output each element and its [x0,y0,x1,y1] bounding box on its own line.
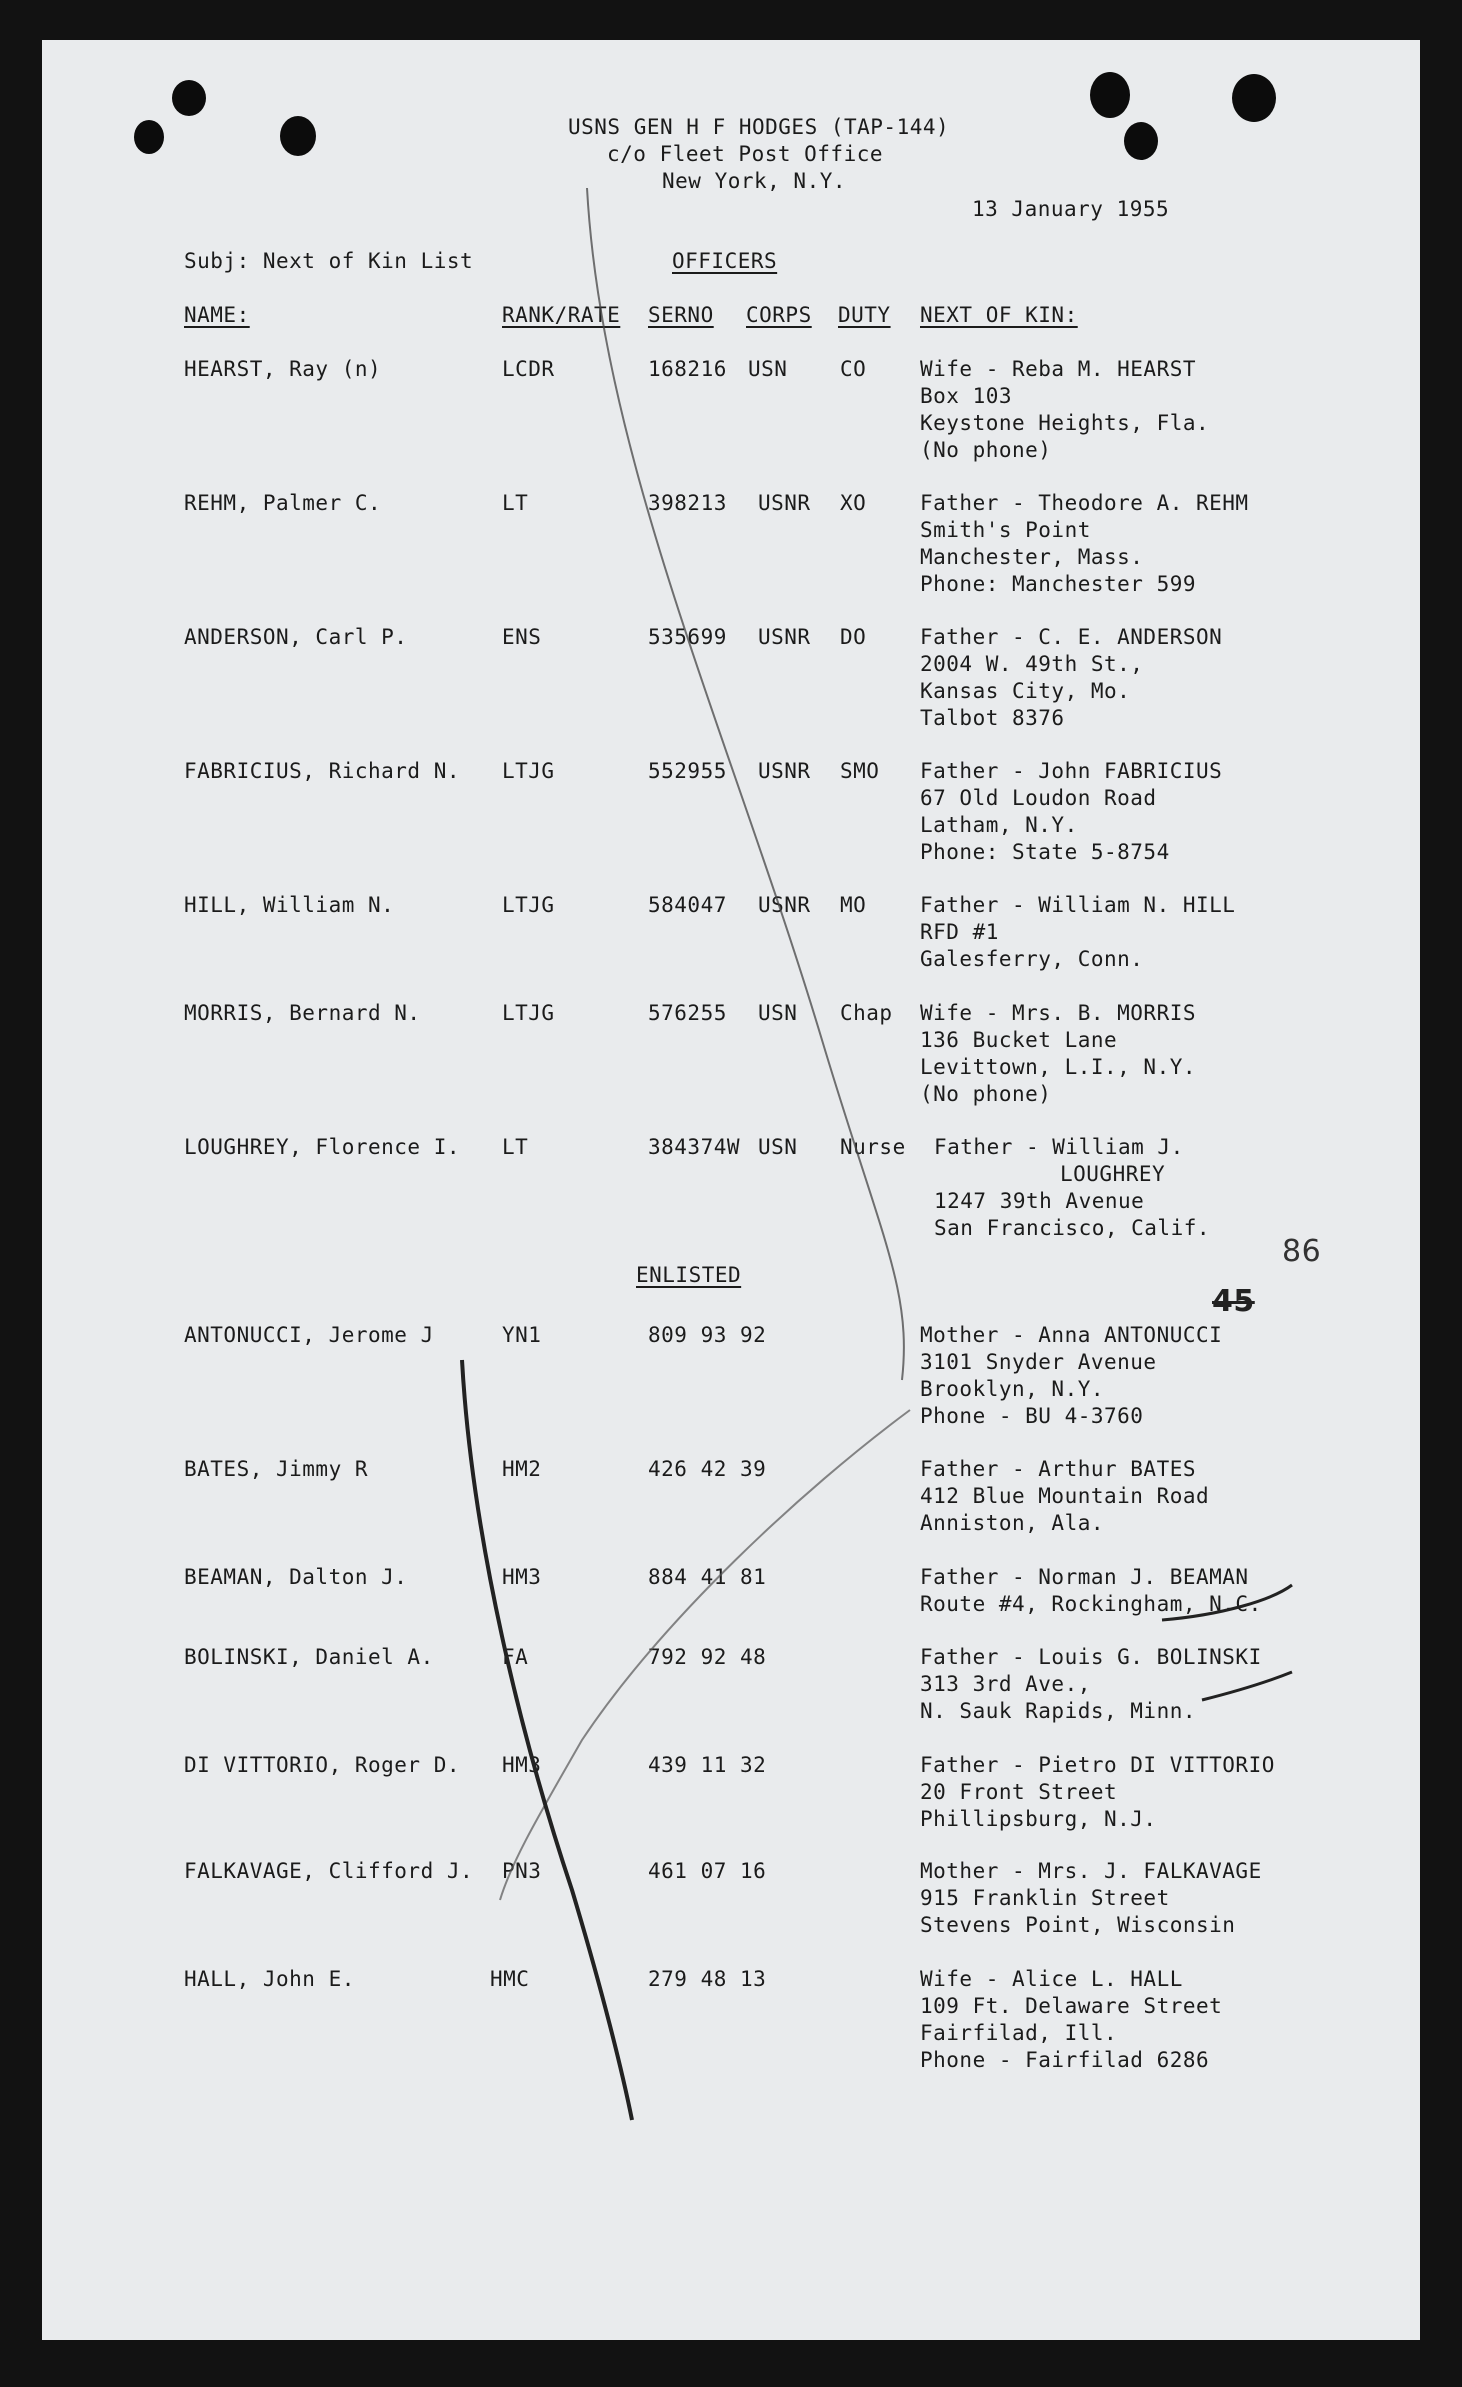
document-date: 13 January 1955 [972,197,1170,221]
kin-line: 136 Bucket Lane [920,1028,1118,1052]
kin-line: Latham, N.Y. [920,813,1078,837]
officer-serno: 535699 [648,625,727,649]
punch-hole [134,120,164,154]
kin-line: Talbot 8376 [920,706,1065,730]
kin-line: Phone - BU 4-3760 [920,1404,1144,1428]
officer-name: FABRICIUS, Richard N. [184,759,461,783]
kin-line: Phone: State 5-8754 [920,840,1170,864]
kin-line: Father - Pietro DI VITTORIO [920,1753,1275,1777]
ship-name: USNS GEN H F HODGES (TAP-144) [568,115,950,139]
officer-corps: USN [748,357,788,381]
kin-line: Father - Louis G. BOLINSKI [920,1645,1262,1669]
officer-duty: Nurse [840,1135,906,1159]
kin-line: Father - William J. [934,1135,1184,1159]
pen-stroke-dark [462,1360,632,2120]
kin-line: San Francisco, Calif. [934,1216,1211,1240]
pen-flourish [1202,1672,1292,1700]
kin-line: Wife - Alice L. HALL [920,1967,1183,1991]
kin-line: Mother - Anna ANTONUCCI [920,1323,1223,1347]
enlisted-serno: 884 41 81 [648,1565,767,1589]
enlisted-name: BEAMAN, Dalton J. [184,1565,408,1589]
officer-name: LOUGHREY, Florence I. [184,1135,461,1159]
kin-line: LOUGHREY [1060,1162,1166,1186]
kin-line: 109 Ft. Delaware Street [920,1994,1223,2018]
column-header-serno: SERNO [648,303,714,327]
officer-serno: 384374W [648,1135,741,1159]
enlisted-serno: 426 42 39 [648,1457,767,1481]
kin-line: Levittown, L.I., N.Y. [920,1055,1197,1079]
officer-corps: USNR [758,625,811,649]
kin-line: Route #4, Rockingham, N.C. [920,1592,1262,1616]
kin-line: Father - William N. HILL [920,893,1236,917]
kin-line: Brooklyn, N.Y. [920,1377,1105,1401]
kin-line: Father - John FABRICIUS [920,759,1223,783]
officer-corps: USNR [758,759,811,783]
kin-line: Father - Arthur BATES [920,1457,1197,1481]
enlisted-rate: HM3 [502,1753,542,1777]
document-page [42,40,1420,2340]
city: New York, N.Y. [662,169,847,193]
punch-hole [1232,74,1276,122]
officer-corps: USN [758,1001,798,1025]
enlisted-name: HALL, John E. [184,1967,355,1991]
kin-line: Mother - Mrs. J. FALKAVAGE [920,1859,1262,1883]
officer-serno: 576255 [648,1001,727,1025]
officer-rank: LCDR [502,357,555,381]
enlisted-serno: 809 93 92 [648,1323,767,1347]
kin-line: Father - Theodore A. REHM [920,491,1249,515]
enlisted-rate: HM2 [502,1457,542,1481]
punch-hole [172,80,206,116]
column-header-name: NAME: [184,303,250,327]
officer-rank: LT [502,1135,529,1159]
kin-line: 313 3rd Ave., [920,1672,1091,1696]
enlisted-heading: ENLISTED [636,1263,742,1287]
kin-line: Keystone Heights, Fla. [920,411,1210,435]
officer-serno: 584047 [648,893,727,917]
enlisted-name: BATES, Jimmy R [184,1457,369,1481]
officer-rank: LTJG [502,1001,555,1025]
punch-hole [280,116,316,156]
kin-line: 3101 Snyder Avenue [920,1350,1157,1374]
officer-name: HEARST, Ray (n) [184,357,382,381]
kin-line: (No phone) [920,1082,1052,1106]
kin-line: RFD #1 [920,920,999,944]
officer-corps: USNR [758,893,811,917]
kin-line: Anniston, Ala. [920,1511,1105,1535]
enlisted-rate: HMC [490,1967,530,1991]
column-header-rank: RANK/RATE [502,303,621,327]
kin-line: 2004 W. 49th St., [920,652,1144,676]
enlisted-serno: 792 92 48 [648,1645,767,1669]
subject-line: Subj: Next of Kin List [184,249,474,273]
kin-line: Phone: Manchester 599 [920,572,1197,596]
officer-serno: 552955 [648,759,727,783]
officer-rank: LT [502,491,529,515]
enlisted-serno: 279 48 13 [648,1967,767,1991]
punch-hole [1090,72,1130,118]
count-mark: 45 [1212,1284,1255,1319]
officer-duty: XO [840,491,867,515]
officer-duty: MO [840,893,867,917]
officer-duty: SMO [840,759,880,783]
enlisted-serno: 439 11 32 [648,1753,767,1777]
kin-line: 1247 39th Avenue [934,1189,1145,1213]
kin-line: Manchester, Mass. [920,545,1144,569]
enlisted-name: ANTONUCCI, Jerome J [184,1323,434,1347]
kin-line: Box 103 [920,384,1013,408]
officer-serno: 168216 [648,357,727,381]
officer-serno: 398213 [648,491,727,515]
kin-line: Fairfilad, Ill. [920,2021,1118,2045]
enlisted-rate: PN3 [502,1859,542,1883]
kin-line: Wife - Reba M. HEARST [920,357,1197,381]
officer-rank: LTJG [502,759,555,783]
kin-line: Father - C. E. ANDERSON [920,625,1223,649]
officer-name: REHM, Palmer C. [184,491,382,515]
kin-line: Phone - Fairfilad 6286 [920,2048,1210,2072]
enlisted-name: FALKAVAGE, Clifford J. [184,1859,474,1883]
kin-line: N. Sauk Rapids, Minn. [920,1699,1197,1723]
kin-line: Phillipsburg, N.J. [920,1807,1157,1831]
officer-duty: Chap [840,1001,893,1025]
officer-name: MORRIS, Bernard N. [184,1001,421,1025]
page-number-mark: 86 [1282,1234,1322,1269]
kin-line: Stevens Point, Wisconsin [920,1913,1236,1937]
enlisted-rate: YN1 [502,1323,542,1347]
enlisted-name: BOLINSKI, Daniel A. [184,1645,434,1669]
enlisted-rate: FA [502,1645,529,1669]
kin-line: Wife - Mrs. B. MORRIS [920,1001,1197,1025]
column-header-duty: DUTY [838,303,891,327]
kin-line: (No phone) [920,438,1052,462]
kin-line: Galesferry, Conn. [920,947,1144,971]
punch-hole [1124,122,1158,160]
officer-corps: USN [758,1135,798,1159]
officer-name: ANDERSON, Carl P. [184,625,408,649]
enlisted-serno: 461 07 16 [648,1859,767,1883]
kin-line: 915 Franklin Street [920,1886,1170,1910]
kin-line: 412 Blue Mountain Road [920,1484,1210,1508]
kin-line: Father - Norman J. BEAMAN [920,1565,1249,1589]
post-office: c/o Fleet Post Office [607,142,884,166]
officer-corps: USNR [758,491,811,515]
kin-line: Kansas City, Mo. [920,679,1131,703]
kin-line: 67 Old Loudon Road [920,786,1157,810]
kin-line: Smith's Point [920,518,1091,542]
officer-duty: DO [840,625,867,649]
officer-rank: LTJG [502,893,555,917]
enlisted-rate: HM3 [502,1565,542,1589]
enlisted-name: DI VITTORIO, Roger D. [184,1753,461,1777]
officer-duty: CO [840,357,867,381]
column-header-corps: CORPS [746,303,812,327]
column-header-kin: NEXT OF KIN: [920,303,1078,327]
kin-line: 20 Front Street [920,1780,1118,1804]
officer-name: HILL, William N. [184,893,395,917]
officers-heading: OFFICERS [672,249,778,273]
officer-rank: ENS [502,625,542,649]
